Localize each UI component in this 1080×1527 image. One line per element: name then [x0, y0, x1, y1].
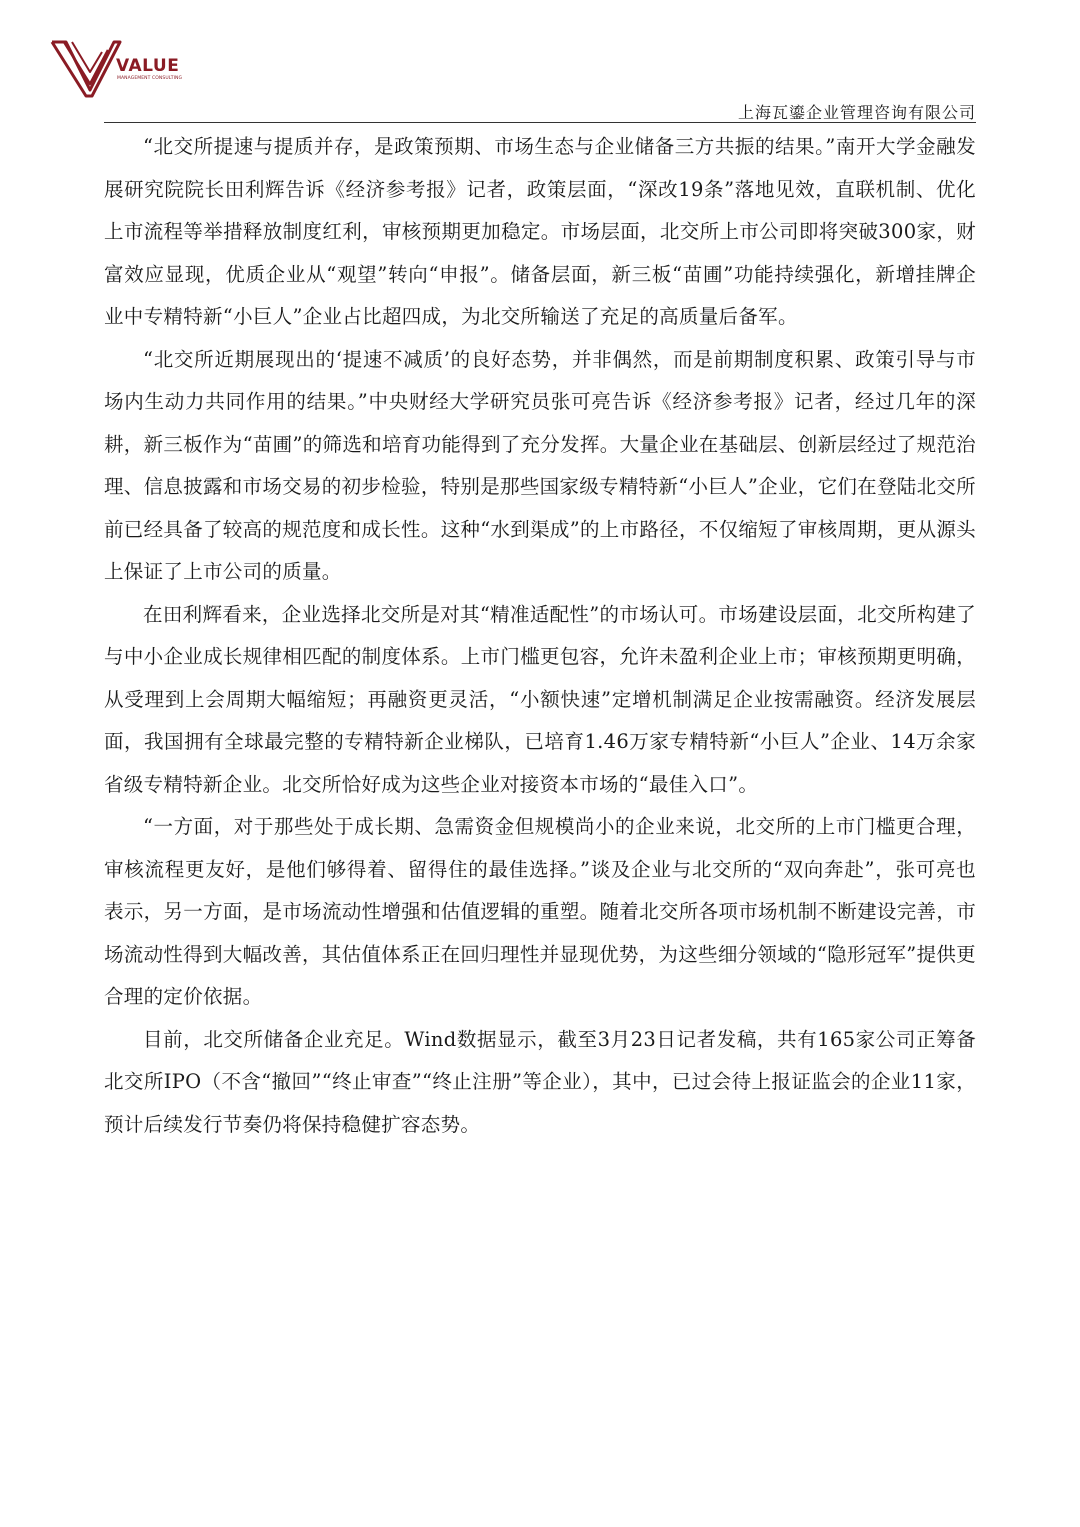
article-body — [104, 126, 976, 1146]
value-logo-icon — [50, 38, 122, 100]
paragraph-5: 目前，北交所储备企业充足。Wind数据显示，截至3月23日记者发稿，共有165家公司正筹备北交所IPO（不含“撤回”“终止审查”“终止注册”等企业），其中，已过会待上报证监会的企业11家，预计后续发行节奏仍将保持稳健扩容态势。 — [104, 1027, 976, 1136]
paragraph-2: “北交所近期展现出的‘提速不减质’的良好态势，并非偶然，而是前期制度积累、政策引导与市场内生动力共同作用的结果。”中央财经大学研究员张可亮告诉《经济参考报》记者，经过几年的深耕，新三板作为“苗圃”的筛选和培育功能得到了充分发挥。大量企业在基础层、创新层经过了规范治理、信息披露和市场交易的初步检验，特别是那些国家级专精特新“小巨人”企业，它们在登陆北交所前已经具备了较高的规范度和成长性。这种“水到渠成”的上市路径，不仅缩短了审核周期，更从源头上保证了上市公司的质量。 — [104, 347, 976, 583]
paragraph-1: “北交所提速与提质并存，是政策预期、市场生态与企业储备三方共振的结果。”南开大学金融发展研究院院长田利辉告诉《经济参考报》记者，政策层面，“深改19条”落地见效，直联机制、优化上市流程等举措释放制度红利，审核预期更加稳定。市场层面，北交所上市公司即将突破300家，财富效应显现，优质企业从“观望”转向“申报”。储备层面，新三板“苗圃”功能持续强化，新增挂牌企业中专精特新“小巨人”企业占比超四成，为北交所输送了充足的高质量后备军。 — [104, 135, 976, 328]
logo-wordmark: VALUE — [116, 56, 180, 76]
header-divider — [104, 122, 976, 123]
logo-tagline: MANAGEMENT CONSULTING — [117, 76, 183, 81]
paragraph-3: 在田利辉看来，企业选择北交所是对其“精准适配性”的市场认可。市场建设层面，北交所构建了与中小企业成长规律相匹配的制度体系。上市门槛更包容，允许未盈利企业上市；审核预期更明确，从受理到上会周期大幅缩短；再融资更灵活，“小额快速”定增机制满足企业按需融资。经济发展层面，我国拥有全球最完整的专精特新企业梯队，已培育1.46万家专精特新“小巨人”企业、14万余家省级专精特新企业。北交所恰好成为这些企业对接资本市场的“最佳入口”。 — [104, 602, 976, 796]
company-logo — [50, 38, 210, 100]
company-name: 上海瓦鎏企业管理咨询有限公司 — [737, 103, 976, 122]
paragraph-4: “一方面，对于那些处于成长期、急需资金但规模尚小的企业来说，北交所的上市门槛更合理，审核流程更友好，是他们够得着、留得住的最佳选择。”谈及企业与北交所的“双向奔赴”，张可亮也表示，另一方面，是市场流动性增强和估值逻辑的重塑。随着北交所各项市场机制不断建设完善，市场流动性得到大幅改善，其估值体系正在回归理性并显现优势，为这些细分领域的“隐形冠军”提供更合理的定价依据。 — [104, 815, 976, 1008]
